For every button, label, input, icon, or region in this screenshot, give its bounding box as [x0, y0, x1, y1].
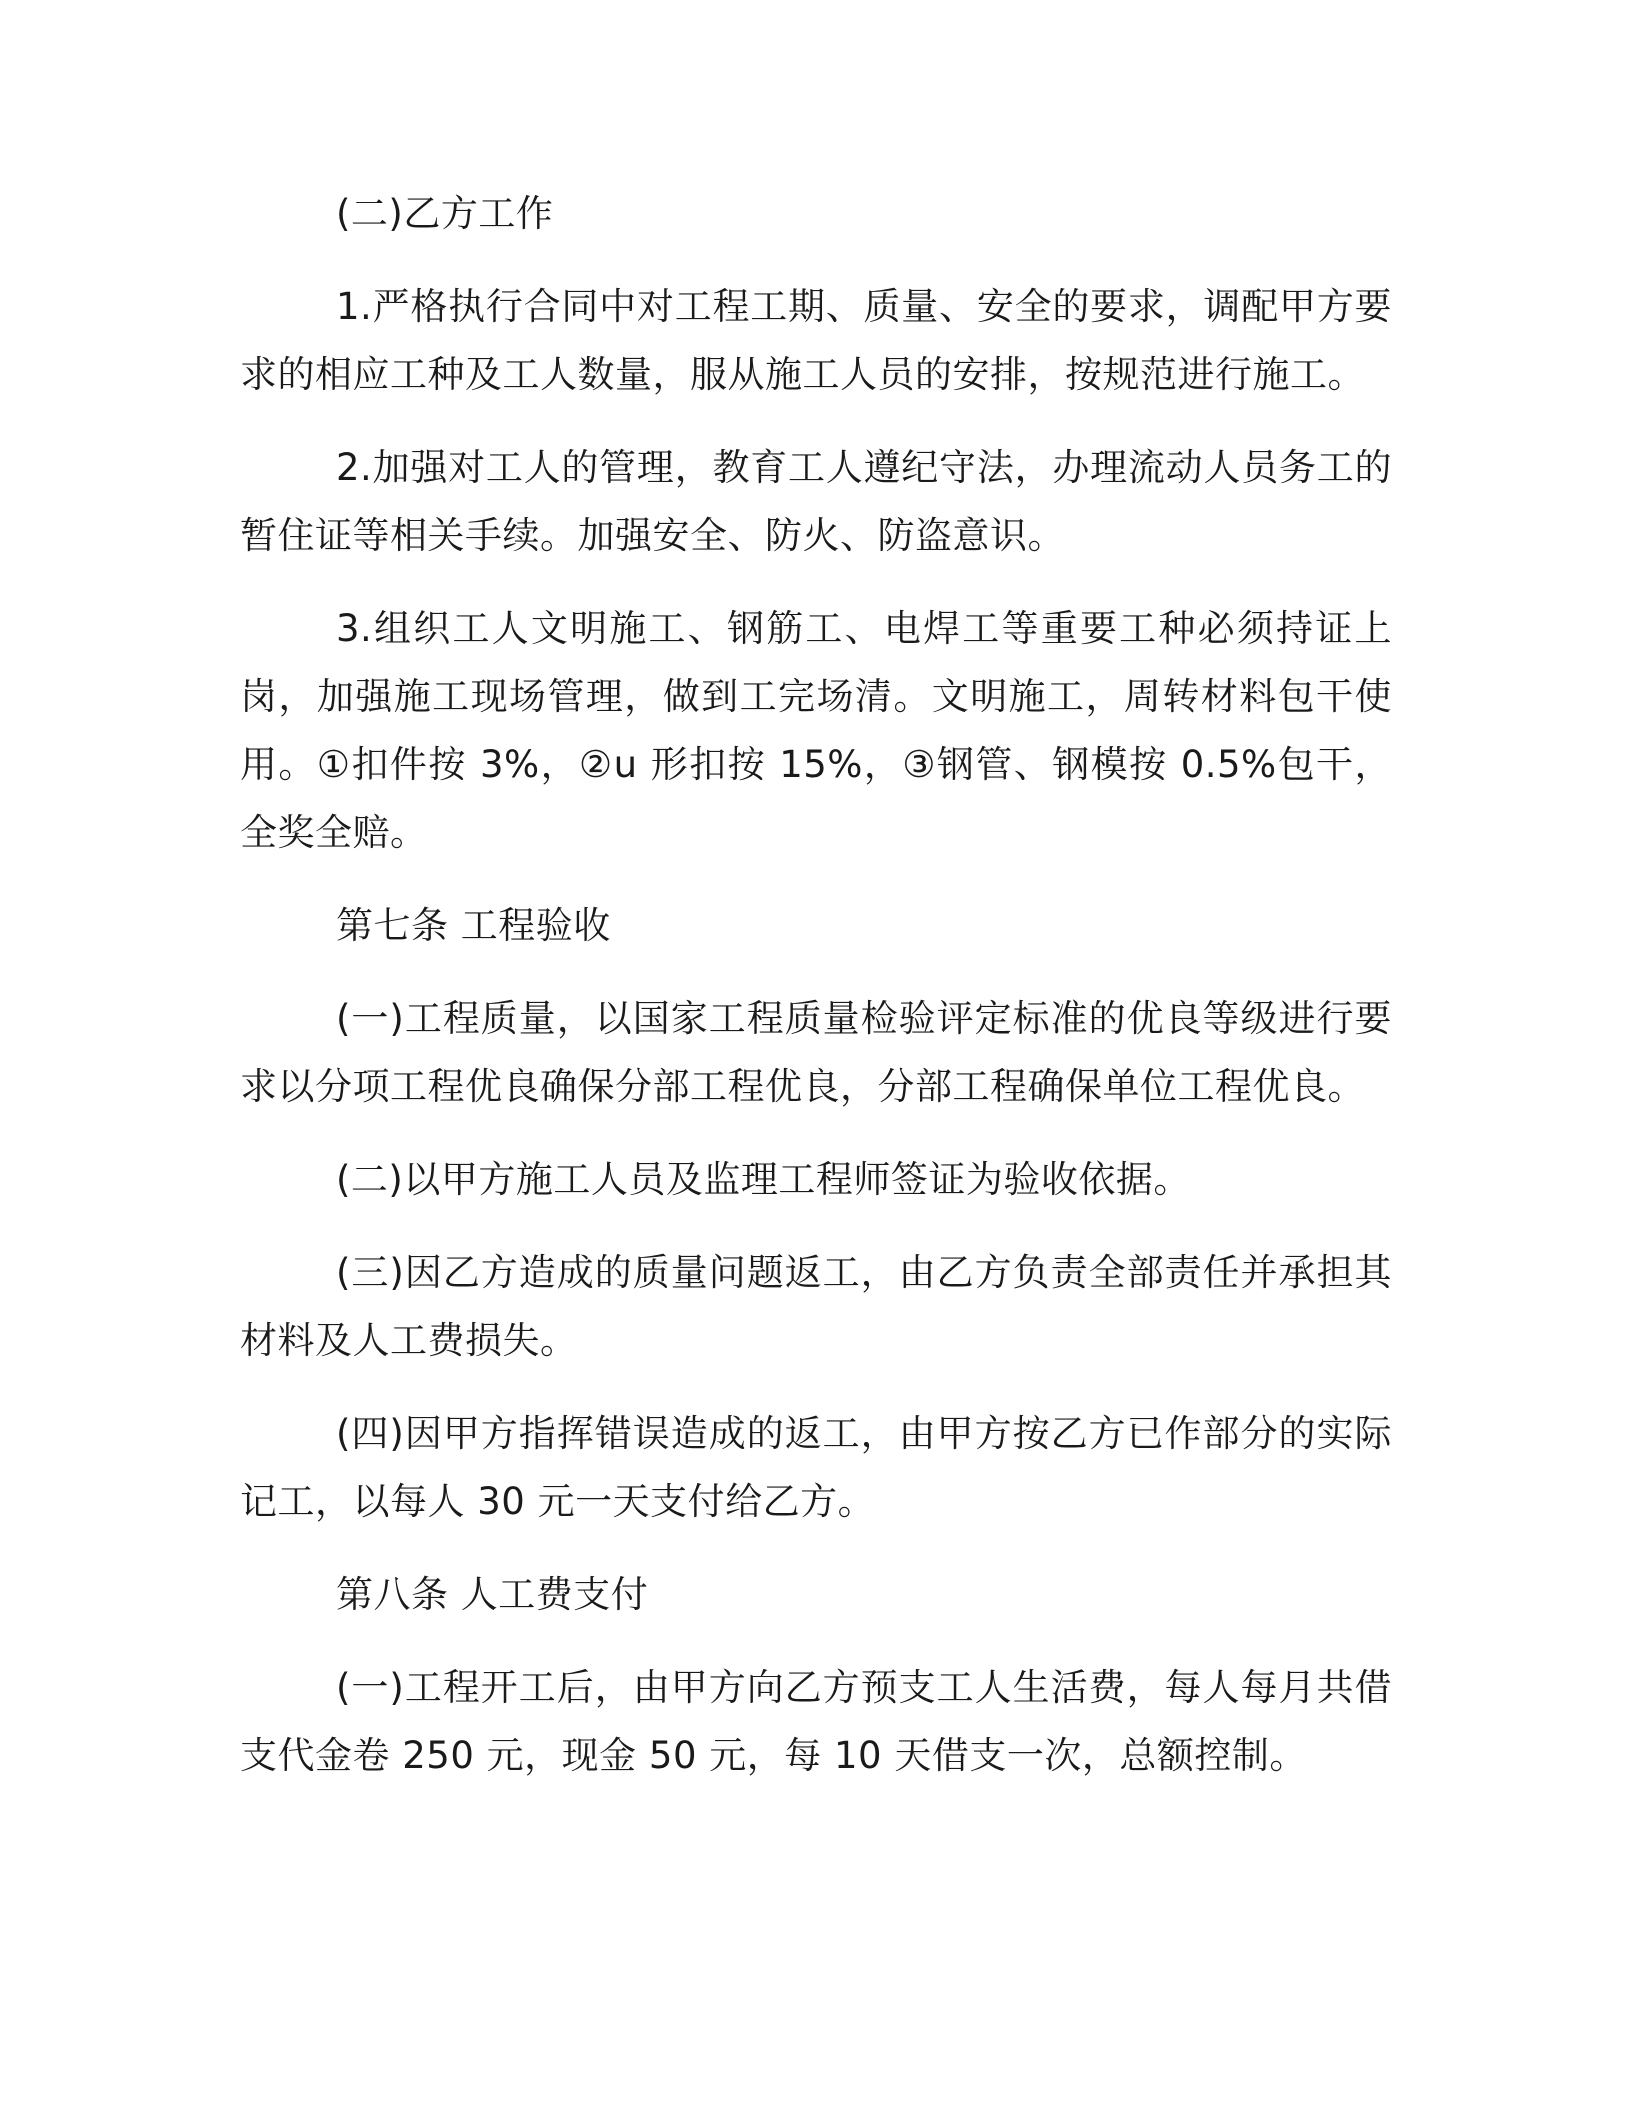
document-body	[240, 180, 1392, 1815]
clause-paragraph-2: 2.加强对工人的管理，教育工人遵纪守法，办理流动人员务工的暂住证等相关手续。加强安全、防火、防盗意识。	[240, 446, 1392, 557]
acceptance-paragraph-1: (一)工程质量，以国家工程质量检验评定标准的优良等级进行要求以分项工程优良确保分部工程优良，分部工程确保单位工程优良。	[240, 997, 1392, 1108]
acceptance-paragraph-2: (二)以甲方施工人员及监理工程师签证为验收依据。	[336, 1158, 1191, 1201]
article-heading-8: 第八条 人工费支付	[336, 1573, 649, 1616]
clause-paragraph-1: 1.严格执行合同中对工程工期、质量、安全的要求，调配甲方要求的相应工种及工人数量，服从施工人员的安排，按规范进行施工。	[240, 285, 1392, 396]
clause-paragraph-3: 3.组织工人文明施工、钢筋工、电焊工等重要工种必须持证上岗，加强施工现场管理，做到工完场清。文明施工，周转材料包干使用。①扣件按 3%，②u 形扣按 15%，③钢管、钢模按 0.5%包干，全奖全赔。	[240, 607, 1392, 854]
payment-paragraph-1: (一)工程开工后，由甲方向乙方预支工人生活费，每人每月共借支代金卷 250 元，现金 50 元，每 10 天借支一次，总额控制。	[240, 1666, 1392, 1777]
section-heading-party-b-work: (二)乙方工作	[336, 192, 554, 235]
acceptance-paragraph-4: (四)因甲方指挥错误造成的返工，由甲方按乙方已作部分的实际记工，以每人 30 元一天支付给乙方。	[240, 1412, 1392, 1523]
article-heading-7: 第七条 工程验收	[336, 904, 611, 947]
acceptance-paragraph-3: (三)因乙方造成的质量问题返工，由乙方负责全部责任并承担其材料及人工费损失。	[240, 1251, 1392, 1362]
